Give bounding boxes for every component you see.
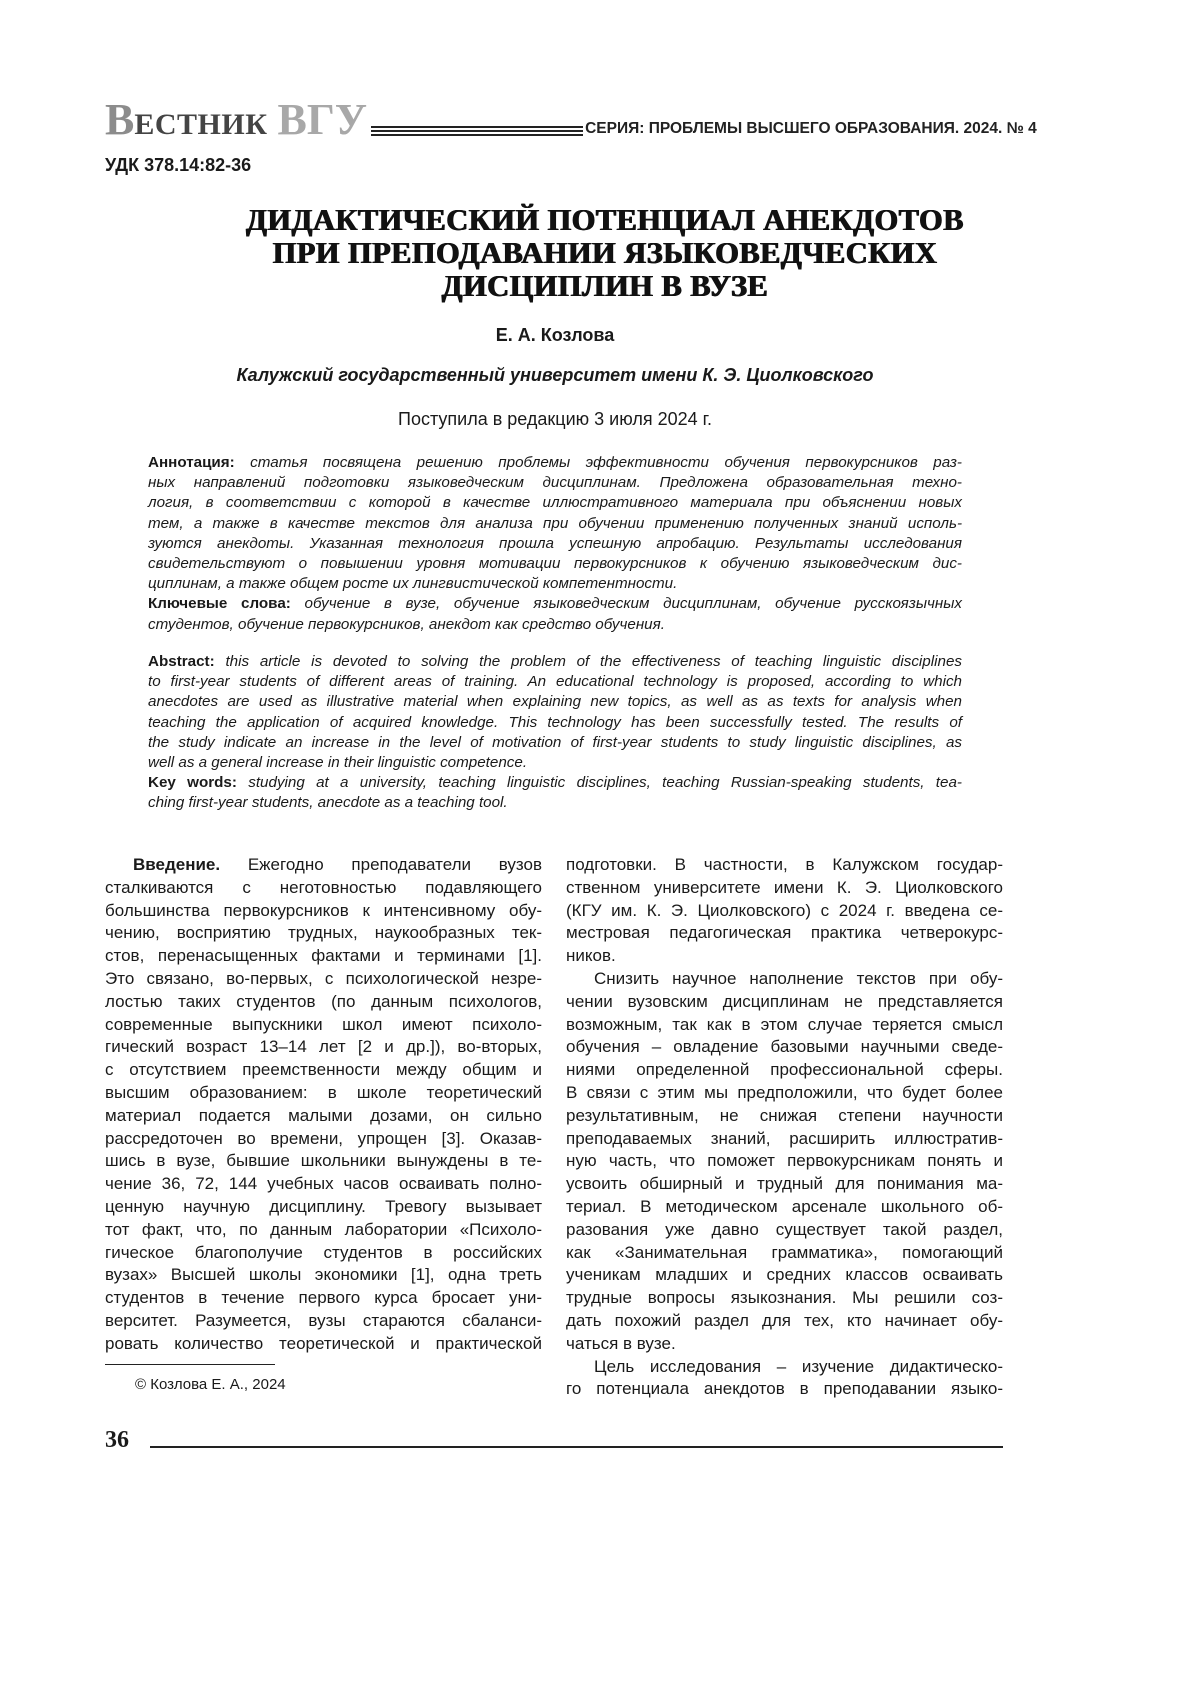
- line-text: teaching the application of acquired knowledge. This technology has been successfully tested. The results of: [148, 714, 962, 731]
- line-text: материал подается малыми дозами, он сильно: [105, 1106, 542, 1125]
- text-line: [148, 753, 962, 773]
- text-line: [105, 968, 542, 991]
- abstract-russian: [148, 453, 962, 635]
- text-line: [566, 1333, 1003, 1356]
- line-text: сталкиваются с неготовностью подавляющего: [105, 878, 542, 897]
- line-text: studying at a university, teaching linguistic disciplines, teaching Russian-speaking students, tea-: [248, 774, 962, 791]
- line-text: тот факт, что, по данным лаборатории «Психоло-: [105, 1220, 542, 1239]
- author-name: Е. А. Козлова: [0, 325, 1110, 346]
- line-text: Цель исследования – изучение дидактическо-: [594, 1357, 1003, 1376]
- line-text: студентов в течение первого курса бросает уни-: [105, 1288, 542, 1307]
- line-text: дать похожий раздел для тех, кто начинает обу-: [566, 1311, 1003, 1330]
- text-line: [148, 652, 962, 672]
- text-line: [105, 1264, 542, 1287]
- text-line: [566, 1378, 1003, 1401]
- section-label: Abstract:: [148, 653, 215, 670]
- line-text: чении вузовским дисциплинам не представляется: [566, 992, 1003, 1011]
- section-label: Введение.: [133, 855, 220, 874]
- text-line: [148, 692, 962, 712]
- text-line: [105, 1014, 542, 1037]
- line-text: подготовки. В частности, в Калужском государ-: [566, 855, 1003, 874]
- text-line: [148, 493, 962, 513]
- footnote-divider: [105, 1364, 275, 1365]
- text-line: [148, 574, 962, 594]
- logo-word: ЕСТНИК: [134, 108, 267, 141]
- text-line: [105, 991, 542, 1014]
- paragraph: [148, 594, 962, 634]
- line-text: чение 36, 72, 144 учебных часов осваивать полно-: [105, 1174, 542, 1193]
- line-text: как «Занимательная грамматика», помогающий: [566, 1243, 1003, 1262]
- line-text: трудные вопросы языкознания. Мы решили соз-: [566, 1288, 1003, 1307]
- text-line: [105, 1150, 542, 1173]
- line-text: высшим образованием: в школе теоретический: [105, 1083, 542, 1102]
- text-line: [105, 922, 542, 945]
- line-text: современные выпускники школ имеют психоло-: [105, 1015, 542, 1034]
- text-line: [148, 453, 962, 473]
- text-line: [105, 1105, 542, 1128]
- line-text: ценную научную дисциплину. Тревогу вызывает: [105, 1197, 542, 1216]
- line-text: студентов, обучение первокурсников, анекдот как средство обучения.: [148, 616, 665, 633]
- text-line: [566, 1264, 1003, 1287]
- journal-logo: [105, 98, 367, 142]
- text-line: [148, 514, 962, 534]
- text-line: [566, 945, 1003, 968]
- text-line: [566, 1059, 1003, 1082]
- text-line: [566, 991, 1003, 1014]
- body-column-left: [105, 854, 542, 1356]
- header-rule: [371, 124, 583, 136]
- text-line: [105, 1036, 542, 1059]
- line-text: чаться в вузе.: [566, 1334, 676, 1353]
- line-text: ников.: [566, 946, 616, 965]
- section-label: Key words:: [148, 774, 237, 791]
- article-title: [115, 203, 1095, 302]
- logo-vgu: ВГУ: [277, 95, 367, 144]
- text-line: [105, 1196, 542, 1219]
- text-line: [105, 1242, 542, 1265]
- text-line: [566, 1356, 1003, 1379]
- text-line: [105, 877, 542, 900]
- text-line: [105, 1059, 542, 1082]
- line-text: anecdotes are used as illustrative material when explaining new topics, as well as as texts for analysis when: [148, 693, 962, 710]
- line-text: с отсутствием преемственности между общим и: [105, 1060, 542, 1079]
- text-line: [566, 854, 1003, 877]
- title-line: ДИСЦИПЛИН В ВУЗЕ: [115, 269, 1095, 302]
- text-line: [105, 854, 542, 877]
- line-text: this article is devoted to solving the problem of the effectiveness of teaching linguistic disciplines: [225, 653, 962, 670]
- line-text: зуются анекдоты. Указанная технология прошла успешную апробацию. Результаты исследования: [148, 535, 962, 552]
- text-line: [566, 1128, 1003, 1151]
- text-line: [566, 1196, 1003, 1219]
- line-text: Снизить научное наполнение текстов при обу-: [594, 969, 1003, 988]
- text-line: [148, 733, 962, 753]
- abstract-english: [148, 652, 962, 814]
- line-text: обучения – овладение базовыми научными сведе-: [566, 1037, 1003, 1056]
- text-line: [105, 1082, 542, 1105]
- line-text: шись в вузе, бывшие школьники вынуждены в те-: [105, 1151, 542, 1170]
- line-text: ниями определенной профессиональной сферы.: [566, 1060, 1003, 1079]
- text-line: [566, 1082, 1003, 1105]
- line-text: усвоить обширный и трудный для понимания ма-: [566, 1174, 1003, 1193]
- udc-code: УДК 378.14:82-36: [105, 155, 251, 176]
- line-text: Ежегодно преподаватели вузов: [248, 855, 542, 874]
- line-text: В связи с этим мы предположили, что будет более: [566, 1083, 1003, 1102]
- line-text: преподаваемых знаний, расширить иллюстратив-: [566, 1129, 1003, 1148]
- line-text: вузах» Высшей школы экономики [1], одна треть: [105, 1265, 542, 1284]
- line-text: циплинам, а также общем росте их лингвистической компетентности.: [148, 575, 677, 592]
- title-line: ДИДАКТИЧЕСКИЙ ПОТЕНЦИАЛ АНЕКДОТОВ: [115, 203, 1095, 236]
- text-line: [148, 594, 962, 614]
- title-line: ПРИ ПРЕПОДАВАНИИ ЯЗЫКОВЕДЧЕСКИХ: [115, 236, 1095, 269]
- text-line: [566, 1150, 1003, 1173]
- line-text: свидетельствуют о повышении уровня мотивации первокурсников к обучению языковедческим дис-: [148, 555, 962, 572]
- journal-masthead: [105, 96, 1037, 142]
- line-text: лостью таких студентов (по данным психологов,: [105, 992, 542, 1011]
- text-line: [566, 922, 1003, 945]
- line-text: возможным, так как в этом случае теряется смысл: [566, 1015, 1003, 1034]
- text-line: [105, 1173, 542, 1196]
- line-text: териал. В методическом арсенале школьного об-: [566, 1197, 1003, 1216]
- line-text: тем, а также в качестве текстов для анализа при обучении применению полученных знаний исполь-: [148, 515, 962, 532]
- line-text: статья посвящена решению проблемы эффективности обучения первокурсников раз-: [250, 454, 962, 471]
- line-text: the study indicate an increase in the level of motivation of first-year students to study linguistic disciplines, as: [148, 734, 962, 751]
- line-text: стов, перенасыщенных фактами и терминами [1].: [105, 946, 542, 965]
- line-text: местровая педагогическая практика четверокурс-: [566, 923, 1003, 942]
- line-text: ching first-year students, anecdote as a teaching tool.: [148, 794, 508, 811]
- paragraph: [566, 1356, 1003, 1402]
- text-line: [148, 713, 962, 733]
- line-text: разования уже давно существует такой раздел,: [566, 1220, 1003, 1239]
- line-text: рассредоточен во времени, упрощен [3]. Оказав-: [105, 1129, 542, 1148]
- text-line: [566, 1014, 1003, 1037]
- text-line: [105, 1219, 542, 1242]
- line-text: логия, в соответствии с которой в качестве иллюстративного материала при объяснении новых: [148, 494, 962, 511]
- line-text: ных направлений подготовки языковедческим дисциплинам. Предложена образовательная техно-: [148, 474, 962, 491]
- paragraph: [566, 968, 1003, 1356]
- line-text: большинства первокурсников к интенсивному обу-: [105, 901, 542, 920]
- section-label: Аннотация:: [148, 454, 235, 471]
- section-label: Ключевые слова:: [148, 595, 291, 612]
- line-text: ную часть, что поможет первокурсникам понять и: [566, 1151, 1003, 1170]
- text-line: [148, 773, 962, 793]
- paragraph: [148, 652, 962, 773]
- text-line: [566, 1242, 1003, 1265]
- line-text: чению, восприятию трудных, наукообразных тек-: [105, 923, 542, 942]
- text-line: [148, 534, 962, 554]
- copyright-footnote: © Козлова Е. А., 2024: [135, 1376, 286, 1393]
- text-line: [566, 1310, 1003, 1333]
- text-line: [105, 1128, 542, 1151]
- text-line: [148, 793, 962, 813]
- line-text: well as a general increase in their linguistic competence.: [148, 754, 527, 771]
- text-line: [105, 1333, 542, 1356]
- text-line: [566, 1173, 1003, 1196]
- text-line: [105, 1310, 542, 1333]
- text-line: [566, 1036, 1003, 1059]
- paragraph: [105, 854, 542, 1356]
- line-text: гический возраст 13–14 лет [2 и др.]), во-вторых,: [105, 1037, 542, 1056]
- text-line: [566, 1105, 1003, 1128]
- line-text: Это связано, во-первых, с психологической незре-: [105, 969, 542, 988]
- page-number: 36: [105, 1427, 129, 1454]
- text-line: [105, 1287, 542, 1310]
- text-line: [105, 900, 542, 923]
- paragraph: [148, 453, 962, 594]
- text-line: [148, 672, 962, 692]
- logo-initial: В: [105, 95, 134, 144]
- text-line: [148, 473, 962, 493]
- line-text: (КГУ им. К. Э. Циолковского) с 2024 г. введена се-: [566, 901, 1003, 920]
- text-line: [148, 615, 962, 635]
- line-text: го потенциала анекдотов в преподавании языко-: [566, 1379, 1003, 1398]
- line-text: верситет. Разумеется, вузы стараются сбаланси-: [105, 1311, 542, 1330]
- line-text: ственном университете имени К. Э. Циолковского: [566, 878, 1003, 897]
- paragraph: [566, 854, 1003, 968]
- text-line: [566, 968, 1003, 991]
- text-line: [148, 554, 962, 574]
- text-line: [566, 900, 1003, 923]
- text-line: [566, 877, 1003, 900]
- line-text: ровать количество теоретической и практической: [105, 1334, 542, 1353]
- paragraph: [148, 773, 962, 813]
- body-column-right: [566, 854, 1003, 1401]
- text-line: [566, 1219, 1003, 1242]
- line-text: результативным, не снижая степени научности: [566, 1106, 1003, 1125]
- line-text: гическое благополучие студентов в российских: [105, 1243, 542, 1262]
- affiliation: Калужский государственный университет имени К. Э. Циолковского: [0, 365, 1110, 386]
- series-title: СЕРИЯ: ПРОБЛЕМЫ ВЫСШЕГО ОБРАЗОВАНИЯ. 2024. № 4: [585, 120, 1037, 138]
- footer-rule: [150, 1446, 1003, 1448]
- text-line: [566, 1287, 1003, 1310]
- text-line: [105, 945, 542, 968]
- received-date: Поступила в редакцию 3 июля 2024 г.: [0, 409, 1110, 430]
- line-text: ученикам младших и средних классов осваивать: [566, 1265, 1003, 1284]
- line-text: to first-year students of different areas of training. An educational technology is proposed, according to which: [148, 673, 962, 690]
- line-text: обучение в вузе, обучение языковедческим дисциплинам, обучение русскоязычных: [305, 595, 962, 612]
